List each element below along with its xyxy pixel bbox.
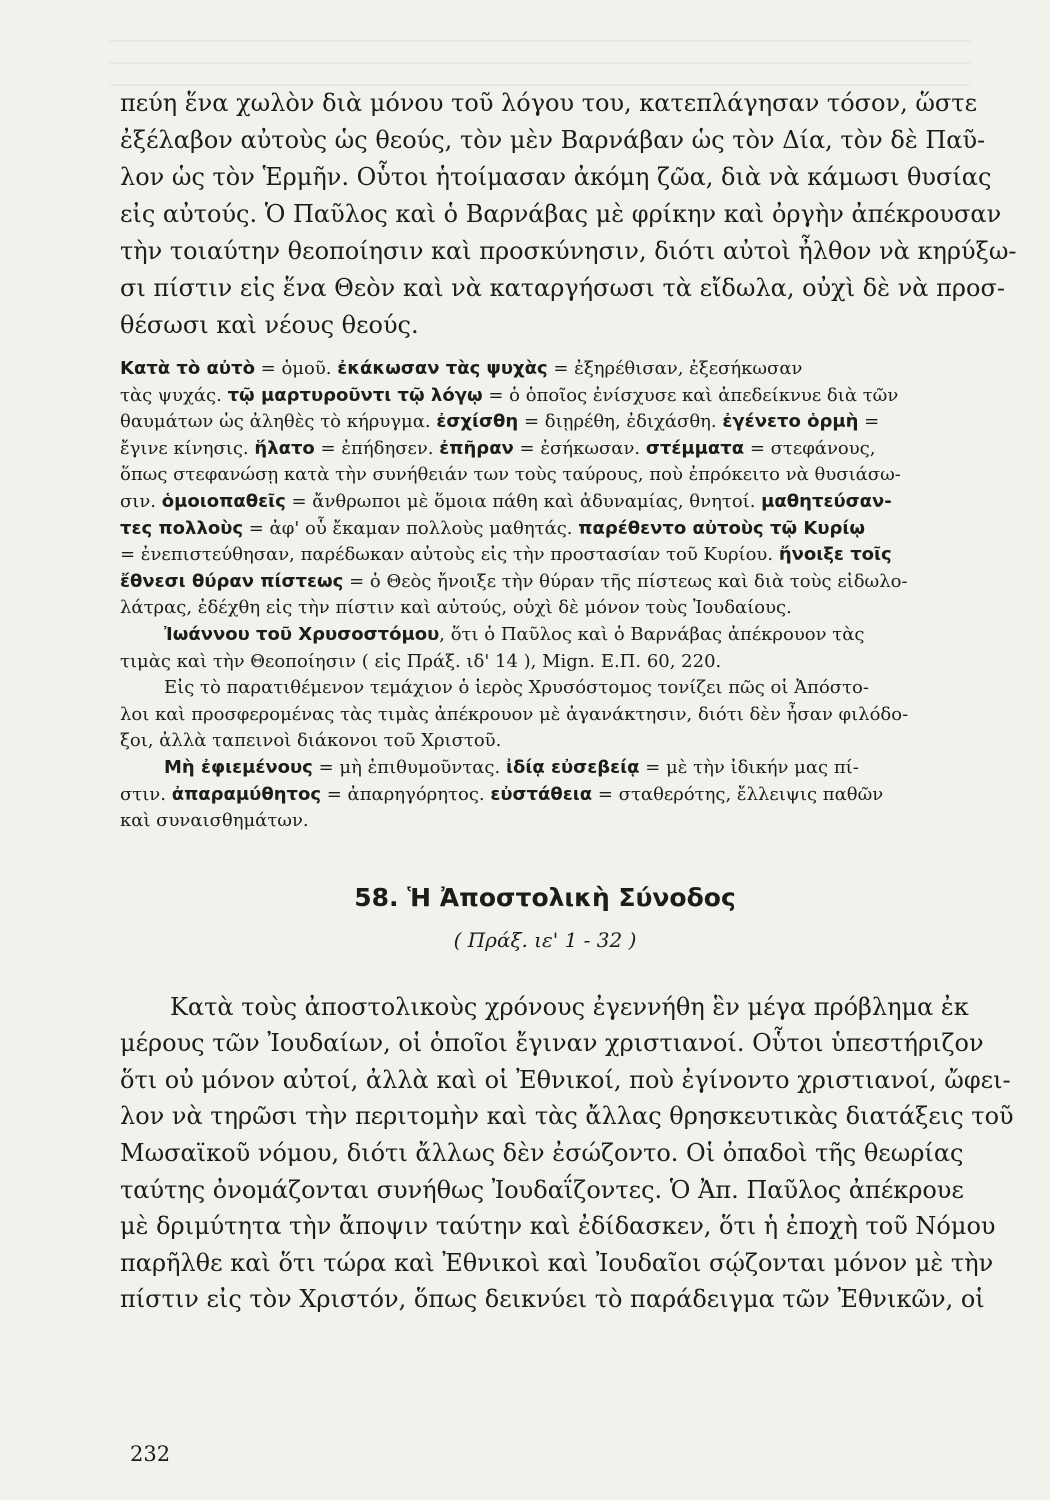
note-text: καὶ συναισθημάτων. [120, 810, 309, 832]
glossary-term: ἐπῆραν [439, 437, 514, 459]
note-text: = ὁμοῦ. [254, 358, 338, 379]
glossary-term: ἰδίᾳ εὐσεβείᾳ [505, 756, 640, 778]
note-text: = στεφάνους, [744, 437, 876, 459]
note-text: θαυμάτων ὡς ἀληθὲς τὸ κήρυγμα. [120, 411, 437, 433]
paragraph-council [120, 989, 1014, 1318]
glossary-term: ἔθνεσι θύραν πίστεως [120, 570, 344, 592]
note-line [120, 356, 970, 383]
note-text: = διῃρέθη, ἐδιχάσθη. [518, 411, 723, 433]
note-text: = ὁ ὁποῖος ἐνίσχυσε καὶ ἀπεδείκνυε διὰ τῶν [482, 384, 899, 406]
note-text: λοι καὶ προσφερομένας τὰς τιμὰς ἀπέκρουον μὲ ἀγανάκτησιν, διότι δὲν ἦσαν φιλόδο- [120, 703, 909, 725]
glossary-term: ἤνοιξε τοῖς [778, 544, 892, 566]
text-line: σι πίστιν εἰς ἕνα Θεὸν καὶ νὰ καταργήσωσι τὰ εἴδωλα, οὐχὶ δὲ νὰ προσ- [120, 274, 1005, 302]
note-text: Εἰς τὸ παρατιθέμενον τεμάχιον ὁ ἱερὸς Χρυσόστομος τονίζει πῶς οἱ Ἀπόστο- [164, 677, 869, 699]
glossary-term: ἀπαραμύθητος [171, 783, 322, 805]
note-text: = ἐπήδησεν. [314, 437, 440, 459]
note-line [120, 702, 970, 729]
section-title: Ἡ Ἀποστολικὴ Σύνοδος [407, 882, 736, 912]
note-text: ξοι, ἀλλὰ ταπεινοὶ διάκονοι τοῦ Χριστοῦ. [120, 730, 502, 752]
scripture-reference: ( Πράξ. ιε' 1 - 32 ) [453, 927, 637, 952]
text-line: μὲ δριμύτητα τὴν ἄποψιν ταύτην καὶ ἐδίδασκεν, ὅτι ἡ ἐποχὴ τοῦ Νόμου [120, 1212, 996, 1241]
note-text: = ὁ Θεὸς ἤνοιξε τὴν θύραν τῆς πίστεως καὶ διὰ τοὺς εἰδωλο- [343, 570, 908, 592]
note-line [120, 569, 970, 596]
note-line [120, 782, 970, 809]
note-line [120, 409, 970, 436]
section-heading [120, 883, 970, 913]
note-line [120, 649, 970, 676]
page-number: 232 [130, 1442, 171, 1466]
glossary-term: παρέθεντο αὐτοὺς τῷ Κυρίῳ [578, 517, 866, 539]
note-line [120, 436, 970, 463]
text-line: Μωσαϊκοῦ νόμου, διότι ἄλλως δὲν ἐσώζοντο. Οἱ ὀπαδοὶ τῆς θεωρίας [120, 1139, 964, 1168]
note-line [120, 595, 970, 622]
text-line: ἐξέλαβον αὐτοὺς ὡς θεούς, τὸν μὲν Βαρνάβαν ὡς τὸν Δία, τὸν δὲ Παῦ- [120, 126, 986, 154]
glossary-notes [120, 356, 970, 835]
glossary-term: ἐσχίσθη [436, 411, 519, 433]
text-line: τὴν τοιαύτην θεοποίησιν καὶ προσκύνησιν, διότι αὐτοὶ ἦλθον νὰ κηρύξω- [120, 237, 1017, 265]
glossary-term: τες πολλοὺς [120, 517, 244, 539]
note-text: = μὲ τὴν ἰδικήν μας πί- [639, 756, 859, 778]
note-text: τιμὰς καὶ τὴν Θεοποίησιν ( εἰς Πράξ. ιδ' 14 ), Mign. E.Π. 60, 220. [120, 650, 722, 672]
note-text: ὅπως στεφανώσῃ κατὰ τὴν συνήθειάν των τοὺς ταύρους, ποὺ ἐπρόκειτο νὰ θυσιάσω- [120, 464, 901, 486]
glossary-term: εὐστάθεια [490, 783, 593, 805]
page-body [120, 85, 1017, 1318]
note-text: λάτρας, ἐδέχθη εἰς τὴν πίστιν καὶ αὐτούς, οὐχὶ δὲ μόνον τοὺς Ἰουδαίους. [120, 597, 792, 619]
note-text: = ἀφ' οὗ ἔκαμαν πολλοὺς μαθητάς. [243, 517, 579, 539]
glossary-term: Ἰωάννου τοῦ Χρυσοστόμου [164, 623, 440, 645]
note-text: , ὅτι ὁ Παῦλος καὶ ὁ Βαρνάβας ἀπέκρουον τὰς [439, 623, 865, 645]
text-line: εἰς αὐτούς. Ὁ Παῦλος καὶ ὁ Βαρνάβας μὲ φρίκην καὶ ὀργὴν ἀπέκρουσαν [120, 200, 1002, 228]
note-text: = ἐνεπιστεύθησαν, παρέδωκαν αὐτοὺς εἰς τὴν προστασίαν τοῦ Κυρίου. [120, 544, 779, 566]
text-line: πεύη ἕνα χωλὸν διὰ μόνου τοῦ λόγου του, κατεπλάγησαν τόσον, ὥστε [120, 89, 978, 117]
text-line: ὅτι οὐ μόνον αὐτοί, ἀλλὰ καὶ οἱ Ἐθνικοί, ποὺ ἐγίνοντο χριστιανοί, ὤφει- [120, 1065, 1011, 1094]
note-text: = μὴ ἐπιθυμοῦντας. [312, 756, 506, 778]
glossary-term: Κατὰ τὸ αὐτὸ [120, 358, 255, 379]
section-number: 58. [354, 882, 399, 912]
note-text: = ἐξηρέθισαν, ἐξεσήκωσαν [547, 358, 803, 379]
note-text: = ἀπαρηγόρητος. [321, 783, 491, 805]
note-text: = σταθερότης, ἔλλειψις παθῶν [592, 783, 884, 805]
glossary-term: Μὴ ἐφιεμένους [164, 756, 313, 778]
glossary-term: στέμματα [645, 437, 745, 459]
note-line [120, 808, 970, 835]
text-line: πίστιν εἰς τὸν Χριστόν, ὅπως δεικνύει τὸ παράδειγμα τῶν Ἐθνικῶν, οἱ [120, 1285, 985, 1314]
text-line: θέσωσι καὶ νέους θεούς. [120, 311, 419, 339]
note-line [120, 462, 970, 489]
note-text: στιν. [120, 783, 172, 805]
text-line: λον ὡς τὸν Ἑρμῆν. Οὗτοι ἡτοίμασαν ἀκόμη ζῶα, διὰ νὰ κάμωσι θυσίας [120, 163, 992, 191]
text-line: ταύτης ὀνομάζονται συνήθως Ἰουδαΐζοντες. Ὁ Ἀπ. Παῦλος ἀπέκρουε [120, 1175, 964, 1204]
glossary-term: ὁμοιοπαθεῖς [161, 490, 286, 512]
note-text: = [858, 411, 880, 433]
note-line [120, 728, 970, 755]
note-line [120, 622, 970, 649]
note-line [120, 542, 970, 569]
glossary-term: τῷ μαρτυροῦντι τῷ λόγῳ [227, 384, 483, 406]
glossary-term: μαθητεύσαν- [761, 490, 892, 512]
text-line: Κατὰ τοὺς ἀποστολικοὺς χρόνους ἐγεννήθη ἓν μέγα πρόβλημα ἐκ [170, 992, 969, 1021]
note-line [120, 383, 970, 410]
note-line [120, 755, 970, 782]
text-line: μέρους τῶν Ἰουδαίων, οἱ ὁποῖοι ἔγιναν χριστιανοί. Οὗτοι ὑπεστήριζον [120, 1029, 984, 1058]
note-text: τὰς ψυχάς. [120, 384, 228, 406]
note-text: ἔγινε κίνησις. [120, 437, 255, 459]
text-line: λον νὰ τηρῶσι τὴν περιτομὴν καὶ τὰς ἄλλας θρησκευτικὰς διατάξεις τοῦ [120, 1102, 1014, 1131]
glossary-term: ἐγένετο ὁρμὴ [722, 411, 859, 433]
note-text: = ἄνθρωποι μὲ ὅμοια πάθη καὶ ἀδυναμίας, θνητοί. [285, 490, 762, 512]
text-line: παρῆλθε καὶ ὅτι τώρα καὶ Ἐθνικοὶ καὶ Ἰουδαῖοι σῴζονται μόνον μὲ τὴν [120, 1248, 994, 1277]
note-line [120, 516, 970, 543]
glossary-term: ἥλατο [254, 437, 315, 459]
paragraph-narrative [120, 85, 1017, 344]
note-text: = ἐσήκωσαν. [513, 437, 646, 459]
note-line [120, 489, 970, 516]
note-text: σιν. [120, 490, 162, 512]
note-line [120, 675, 970, 702]
glossary-term: ἐκάκωσαν τὰς ψυχὰς [337, 358, 548, 379]
